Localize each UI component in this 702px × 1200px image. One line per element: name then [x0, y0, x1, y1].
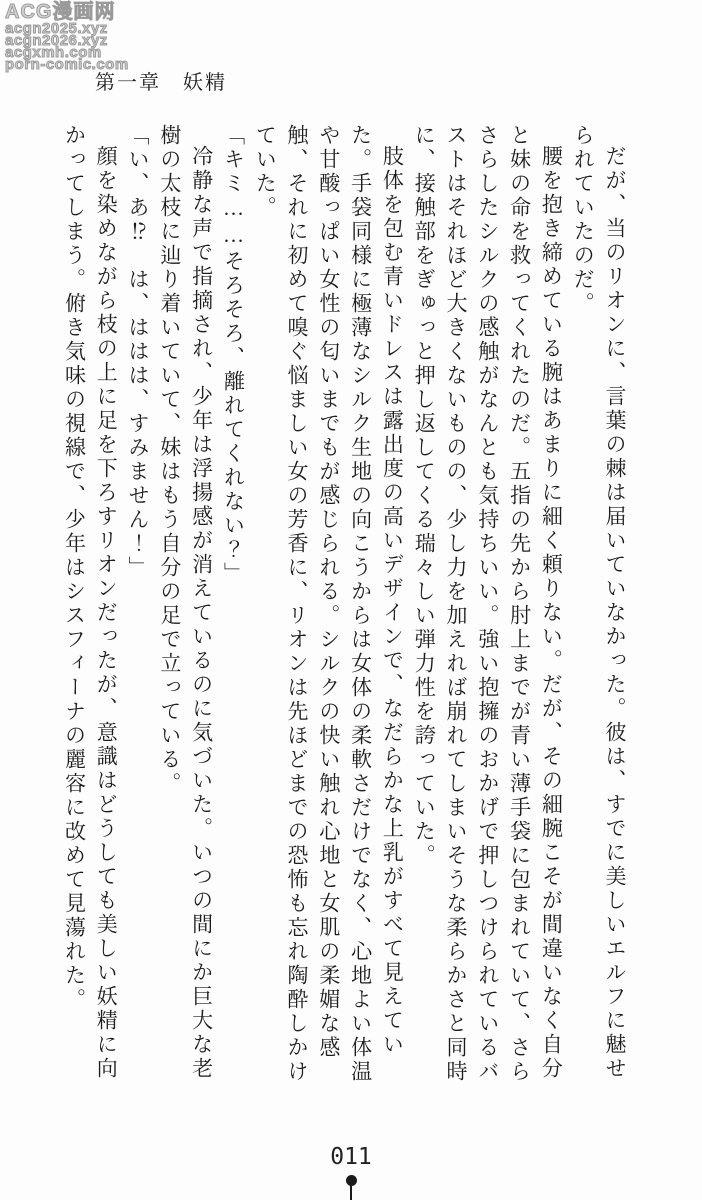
paragraph: 腰を抱き締めている腕はあまりに細く頼りない。だが、その細腕こそが間違いなく自分と妹の命を救ってくれたのだ。五指の先から肘上までが青い薄手袋に包まれていて、さらさらしたシルクの感触がなんとも気持ちいい。強い抱擁のおかげで押しつけられているバストはそれほど大きくないものの、少し力を加えれば崩れてしまいそうな柔らかさと同時に、接触部をぎゅっと押し返してくる瑞々しい弾力性を誇っていた。 — [412, 124, 564, 1084]
watermark-site-name: ACG漫画网 — [5, 1, 116, 23]
dialogue-line: 「い、あ⁉ は、ははは、すみません！」 — [126, 124, 151, 580]
watermark-url: acgn2026.xyz — [5, 32, 108, 49]
paragraph: 顔を染めながら枝の上に足を下ろすリオンだったが、意識はどうしても美しい妖精に向かってしまう。俯き気味の視線で、少年はシスフィーナの麗容に改めて見蕩れた。 — [62, 124, 119, 1081]
watermark-url: porn-comic.com — [5, 56, 129, 73]
page-number: 011 — [330, 1144, 372, 1171]
body-text — [58, 124, 630, 1086]
page-footer — [0, 1144, 702, 1200]
page-marker-stem — [350, 1185, 352, 1200]
chapter-heading: 第一章 妖精 — [95, 72, 227, 94]
dialogue-line: 「キミ……そろそろ、離れてくれない？」 — [221, 124, 246, 586]
watermark — [5, 2, 129, 71]
paragraph: 肢体を包む青いドレスは露出度の高いデザインで、なだらかな上乳がすべて見えていた。手袋同様に極薄なシルク生地の向こうからは女体の柔軟さだけでなく、心地よい体温や甘酸っぱい女性の匂いまでもが感じられる。シルクの快い触れ心地と女肌の柔媚な感触、それに初めて嗅ぐ悩ましい女の芳香に、リオンは先ほどまでの恐怖も忘れ陶酔しかけていた。 — [253, 124, 405, 1084]
watermark-url: acgxmh.com — [5, 44, 102, 61]
watermark-url: acgn2025.xyz — [5, 20, 108, 37]
paragraph: だが、当のリオンに、言葉の棘は届いていなかった。彼は、すでに美しいエルフに魅せられていたのだ。 — [571, 124, 627, 1081]
paragraph: 冷静な声で指摘され、少年は浮揚感が消えているのに気づいた。いつの間にか巨大な老樹の太枝に辿り着いていて、妹はもう自分の足で立っている。 — [157, 124, 214, 1081]
